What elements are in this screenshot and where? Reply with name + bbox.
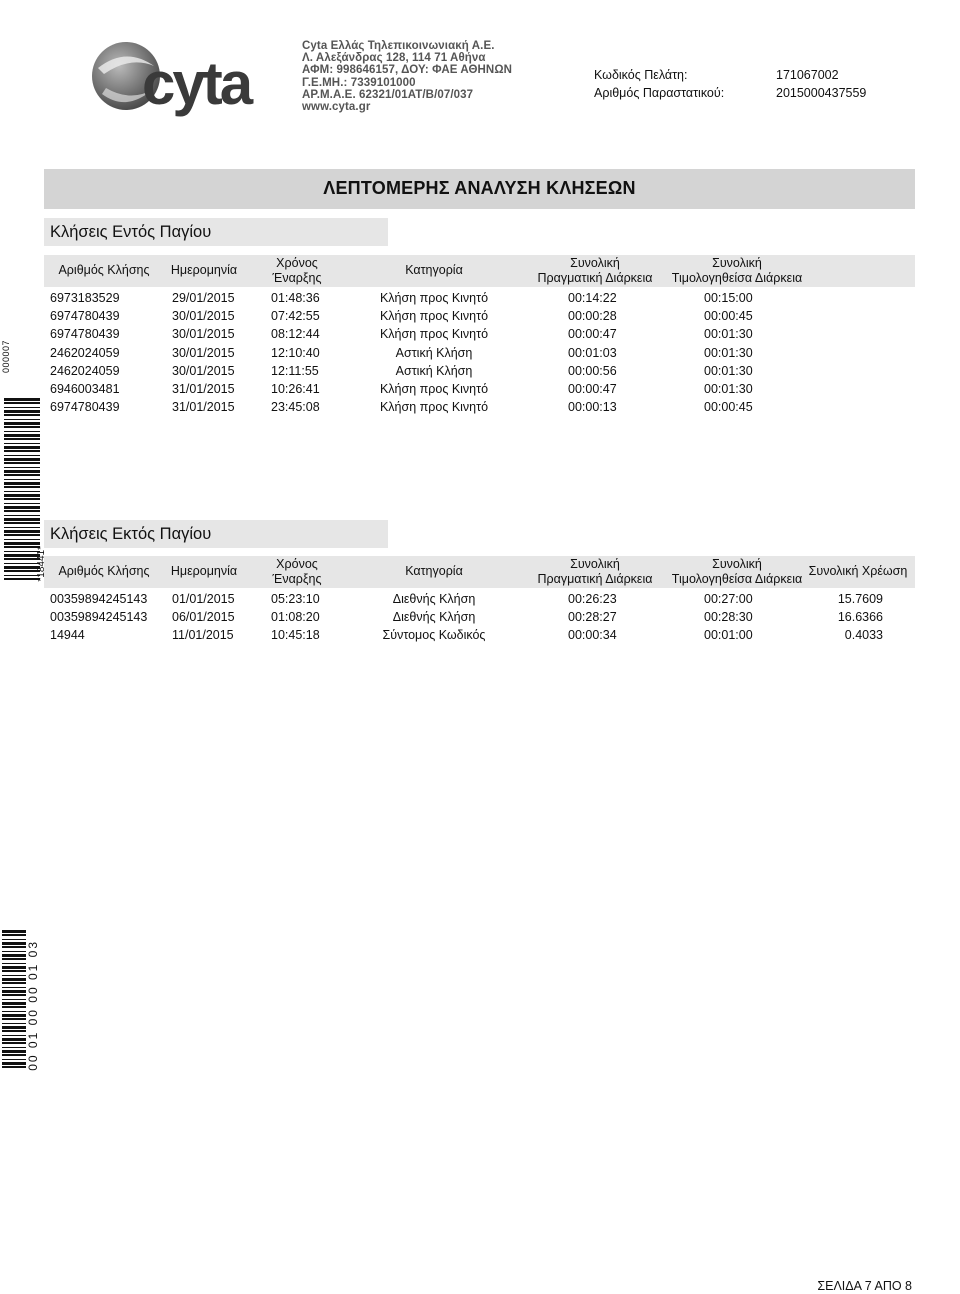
barcode-bar bbox=[4, 450, 40, 452]
barcode-bar bbox=[4, 482, 40, 485]
barcode-bar bbox=[2, 1011, 26, 1012]
barcode-bar bbox=[4, 426, 40, 428]
cell-actual: 00:00:34 bbox=[568, 628, 617, 643]
document-number-label: Αριθμός Παραστατικού: bbox=[594, 86, 725, 100]
barcode-bar bbox=[2, 1018, 26, 1020]
cell-category: Κλήση προς Κινητό bbox=[379, 327, 489, 342]
cell-actual: 00:00:47 bbox=[568, 327, 617, 342]
barcode-bar bbox=[2, 1042, 26, 1044]
barcode-bar bbox=[2, 1006, 26, 1008]
customer-code-label: Κωδικός Πελάτη: bbox=[594, 68, 688, 82]
page-title-bar bbox=[44, 169, 915, 209]
cell-number: 6973183529 bbox=[50, 291, 120, 305]
barcode-bar bbox=[4, 467, 40, 468]
barcode-bar bbox=[4, 438, 40, 440]
barcode-bar bbox=[4, 506, 40, 509]
cell-start: 05:23:10 bbox=[271, 592, 320, 606]
table-row bbox=[44, 590, 915, 608]
cell-start: 07:42:55 bbox=[271, 309, 320, 324]
cell-start: 12:11:55 bbox=[271, 363, 319, 378]
barcode-bar bbox=[4, 527, 40, 528]
barcode-bar bbox=[2, 975, 26, 976]
barcode-icon bbox=[2, 930, 26, 1070]
barcode-bar bbox=[2, 1066, 26, 1068]
table-row bbox=[44, 362, 915, 380]
barcode-bar bbox=[4, 470, 40, 473]
barcode-bar bbox=[2, 1047, 26, 1048]
customer-code: 171067002 bbox=[776, 68, 839, 82]
cell-actual: 00:00:47 bbox=[568, 382, 617, 396]
barcode-bar bbox=[4, 566, 40, 569]
barcode-bar bbox=[2, 990, 26, 993]
barcode-bar bbox=[4, 402, 40, 404]
col-start-line1: Χρόνος bbox=[276, 256, 318, 270]
barcode-bar bbox=[4, 563, 40, 564]
barcode-bar bbox=[4, 494, 40, 497]
barcode-bar bbox=[4, 479, 40, 480]
col-actual bbox=[530, 256, 660, 286]
barcode-bar bbox=[2, 946, 26, 948]
cell-number: 6946003481 bbox=[50, 382, 120, 396]
col-actual-line1: Συνολική bbox=[570, 557, 620, 571]
cell-category: Κλήση προς Κινητό bbox=[379, 309, 489, 324]
cell-category: Κλήση προς Κινητό bbox=[379, 400, 489, 415]
cell-number: 14944 bbox=[50, 628, 85, 643]
barcode-bar bbox=[4, 462, 40, 464]
barcode-bar bbox=[2, 954, 26, 957]
col-actual-line2: Πραγματική Διάρκεια bbox=[537, 271, 653, 285]
cell-actual: 00:00:28 bbox=[568, 309, 617, 324]
col-actual bbox=[530, 557, 660, 587]
col-date: Ημερομηνία bbox=[170, 564, 238, 578]
cell-actual: 00:00:13 bbox=[568, 400, 617, 415]
barcode-bar bbox=[4, 551, 40, 552]
company-line: ΑΦΜ: 998646157, ΔΟΥ: ΦΑΕ ΑΘΗΝΩΝ bbox=[302, 64, 513, 77]
barcode-bar bbox=[2, 1014, 26, 1017]
barcode-bar bbox=[2, 1059, 26, 1060]
col-date: Ημερομηνία bbox=[170, 263, 238, 277]
barcode-bar bbox=[2, 966, 26, 969]
company-line: ΑΡ.Μ.Α.Ε. 62321/01ΑΤ/Β/07/037 bbox=[302, 88, 474, 101]
company-line: Γ.Ε.ΜΗ.: 7339101000 bbox=[302, 76, 416, 89]
col-billed-line2: Τιμολογηθείσα Διάρκεια bbox=[671, 572, 803, 586]
cell-billed: 00:01:30 bbox=[704, 327, 753, 342]
barcode-bar bbox=[4, 486, 40, 488]
barcode-bar bbox=[4, 434, 40, 437]
barcode-bar bbox=[2, 963, 26, 964]
table-header-out-plan bbox=[44, 556, 915, 588]
cell-actual: 00:14:22 bbox=[568, 291, 617, 305]
cell-actual: 00:28:27 bbox=[568, 610, 617, 625]
table-row bbox=[44, 344, 915, 362]
col-billed-line1: Συνολική bbox=[712, 557, 762, 571]
table-row bbox=[44, 608, 915, 626]
barcode-bar bbox=[2, 1030, 26, 1032]
cell-start: 08:12:44 bbox=[271, 327, 320, 342]
document-number: 2015000437559 bbox=[776, 86, 867, 100]
barcode-bar bbox=[2, 1026, 26, 1029]
barcode-bar bbox=[4, 575, 40, 576]
cell-date: 31/01/2015 bbox=[172, 400, 235, 415]
section-title-out-plan: Κλήσεις Εκτός Παγίου bbox=[44, 520, 388, 548]
cell-charge: 0.4033 bbox=[844, 628, 883, 643]
table-row bbox=[44, 380, 915, 398]
barcode-bar bbox=[4, 491, 40, 492]
svg-text:cyta: cyta bbox=[142, 50, 251, 117]
barcode-bar bbox=[4, 407, 40, 408]
company-info bbox=[302, 40, 512, 113]
cell-start: 01:08:20 bbox=[271, 610, 320, 625]
cell-category: Κλήση προς Κινητό bbox=[379, 291, 489, 305]
bottom-code: 00 01 00 00 01 03 bbox=[26, 940, 40, 1071]
col-start-line1: Χρόνος bbox=[276, 557, 318, 571]
cell-date: 30/01/2015 bbox=[172, 345, 235, 360]
col-actual-line1: Συνολική bbox=[570, 256, 620, 270]
barcode-bar bbox=[4, 410, 40, 413]
barcode-bar bbox=[4, 539, 40, 540]
company-line: www.cyta.gr bbox=[302, 101, 371, 114]
barcode-bar bbox=[4, 515, 40, 516]
cell-billed: 00:01:30 bbox=[704, 345, 753, 360]
cell-category: Κλήση προς Κινητό bbox=[379, 382, 489, 396]
col-number: Αριθμός Κλήσης bbox=[58, 263, 150, 277]
table-row bbox=[44, 307, 915, 325]
table-header-in-plan bbox=[44, 255, 915, 287]
cell-date: 31/01/2015 bbox=[172, 382, 235, 396]
barcode-bar bbox=[2, 942, 26, 945]
page-number: ΣΕΛΙΔΑ 7 ΑΠΟ 8 bbox=[817, 1279, 912, 1293]
company-line: Cyta Ελλάς Τηλεπικοινωνιακή Α.Ε. bbox=[302, 40, 495, 52]
barcode-bar bbox=[2, 1002, 26, 1005]
barcode-bar bbox=[4, 578, 40, 580]
cell-date: 11/01/2015 bbox=[172, 628, 234, 643]
col-billed bbox=[662, 256, 812, 286]
cell-number: 6974780439 bbox=[50, 400, 120, 415]
barcode-label: *18441* bbox=[36, 546, 47, 582]
barcode-bar bbox=[4, 542, 40, 545]
cell-date: 01/01/2015 bbox=[172, 592, 235, 606]
barcode-bar bbox=[4, 570, 40, 572]
barcode-bar bbox=[2, 934, 26, 936]
col-start bbox=[264, 557, 330, 587]
barcode-bar bbox=[4, 554, 40, 557]
cell-date: 30/01/2015 bbox=[172, 363, 235, 378]
cell-date: 30/01/2015 bbox=[172, 309, 235, 324]
barcode-bar bbox=[4, 419, 40, 420]
cell-number: 00359894245143 bbox=[50, 610, 148, 625]
barcode-bar bbox=[4, 458, 40, 461]
barcode-bar bbox=[4, 455, 40, 456]
barcode-bar bbox=[2, 1062, 26, 1065]
company-line: Λ. Αλεξάνδρας 128, 114 71 Αθήνα bbox=[302, 52, 486, 65]
cell-billed: 00:00:45 bbox=[704, 400, 753, 415]
cell-actual: 00:00:56 bbox=[568, 363, 617, 378]
cell-start: 01:48:36 bbox=[271, 291, 320, 305]
cell-billed: 00:01:30 bbox=[704, 363, 753, 378]
barcode-bar bbox=[4, 503, 40, 504]
cell-start: 12:10:40 bbox=[271, 345, 320, 360]
table-row bbox=[44, 398, 915, 416]
barcode-bar bbox=[4, 534, 40, 536]
side-code: 000007 bbox=[1, 340, 11, 374]
col-billed-line2: Τιμολογηθείσα Διάρκεια bbox=[671, 271, 803, 285]
barcode-bar bbox=[4, 443, 40, 444]
col-number: Αριθμός Κλήσης bbox=[58, 564, 150, 578]
cell-date: 29/01/2015 bbox=[172, 291, 235, 305]
barcode-bar bbox=[4, 422, 40, 425]
cell-billed: 00:01:00 bbox=[704, 628, 753, 643]
barcode-bar bbox=[4, 558, 40, 560]
cell-start: 10:45:18 bbox=[271, 628, 320, 643]
col-actual-line2: Πραγματική Διάρκεια bbox=[537, 572, 653, 586]
cyta-logo bbox=[80, 38, 300, 118]
barcode-bar bbox=[2, 939, 26, 940]
cell-category: Αστική Κλήση bbox=[395, 363, 473, 378]
barcode-bar bbox=[4, 431, 40, 432]
cell-date: 30/01/2015 bbox=[172, 327, 235, 342]
cell-number: 6974780439 bbox=[50, 327, 120, 342]
barcode-bar bbox=[2, 951, 26, 952]
barcode-bar bbox=[2, 1050, 26, 1053]
cell-billed: 00:00:45 bbox=[704, 309, 753, 324]
barcode-bar bbox=[4, 546, 40, 548]
col-start-line2: Έναρξης bbox=[272, 572, 322, 586]
table-row bbox=[44, 325, 915, 343]
barcode-bar bbox=[4, 498, 40, 500]
col-start-line2: Έναρξης bbox=[272, 271, 322, 285]
barcode-bar bbox=[4, 446, 40, 449]
barcode-bar bbox=[4, 398, 40, 401]
table-row bbox=[44, 626, 915, 644]
cell-billed: 00:01:30 bbox=[704, 382, 753, 396]
barcode-bar bbox=[2, 958, 26, 960]
cell-billed: 00:15:00 bbox=[704, 291, 753, 305]
barcode-bar bbox=[2, 994, 26, 996]
col-billed bbox=[662, 557, 812, 587]
cell-start: 10:26:41 bbox=[271, 382, 320, 396]
table-row bbox=[44, 289, 915, 307]
cell-actual: 00:26:23 bbox=[568, 592, 617, 606]
barcode-bar bbox=[4, 518, 40, 521]
invoice-meta bbox=[594, 67, 960, 103]
cell-start: 23:45:08 bbox=[271, 400, 320, 415]
cell-number: 2462024059 bbox=[50, 345, 120, 360]
cell-number: 00359894245143 bbox=[50, 592, 148, 606]
barcode-bar bbox=[2, 999, 26, 1000]
cell-category: Διεθνής Κλήση bbox=[392, 592, 476, 606]
barcode-bar bbox=[2, 1038, 26, 1041]
col-billed-line1: Συνολική bbox=[712, 256, 762, 270]
cell-billed: 00:28:30 bbox=[704, 610, 753, 625]
col-start bbox=[264, 256, 330, 286]
barcode-bar bbox=[2, 982, 26, 984]
barcode-bar bbox=[4, 530, 40, 533]
cell-category: Σύντομος Κωδικός bbox=[382, 628, 486, 643]
barcode-bar bbox=[2, 1023, 26, 1024]
cell-actual: 00:01:03 bbox=[568, 345, 617, 360]
section-title-in-plan: Κλήσεις Εντός Παγίου bbox=[44, 218, 388, 246]
barcode-icon bbox=[4, 398, 40, 580]
col-charge: Συνολική Χρέωση bbox=[808, 564, 908, 578]
col-category: Κατηγορία bbox=[405, 263, 463, 277]
barcode-bar bbox=[2, 1054, 26, 1056]
cell-charge: 16.6366 bbox=[837, 610, 883, 625]
barcode-bar bbox=[2, 987, 26, 988]
cell-number: 2462024059 bbox=[50, 363, 120, 378]
barcode-bar bbox=[2, 978, 26, 981]
barcode-bar bbox=[2, 1035, 26, 1036]
cell-charge: 15.7609 bbox=[837, 592, 883, 606]
cell-category: Διεθνής Κλήση bbox=[392, 610, 476, 625]
barcode-bar bbox=[2, 930, 26, 933]
barcode-bar bbox=[2, 970, 26, 972]
cell-category: Αστική Κλήση bbox=[395, 345, 473, 360]
cell-number: 6974780439 bbox=[50, 309, 120, 324]
col-category: Κατηγορία bbox=[405, 564, 463, 578]
barcode-bar bbox=[4, 522, 40, 524]
barcode-bar bbox=[4, 414, 40, 416]
barcode-bar bbox=[4, 474, 40, 476]
cell-date: 06/01/2015 bbox=[172, 610, 235, 625]
page-title: ΛΕΠΤΟΜΕΡΗΣ ΑΝΑΛΥΣΗ ΚΛΗΣΕΩΝ bbox=[323, 178, 636, 198]
cell-billed: 00:27:00 bbox=[704, 592, 753, 606]
barcode-bar bbox=[4, 510, 40, 512]
